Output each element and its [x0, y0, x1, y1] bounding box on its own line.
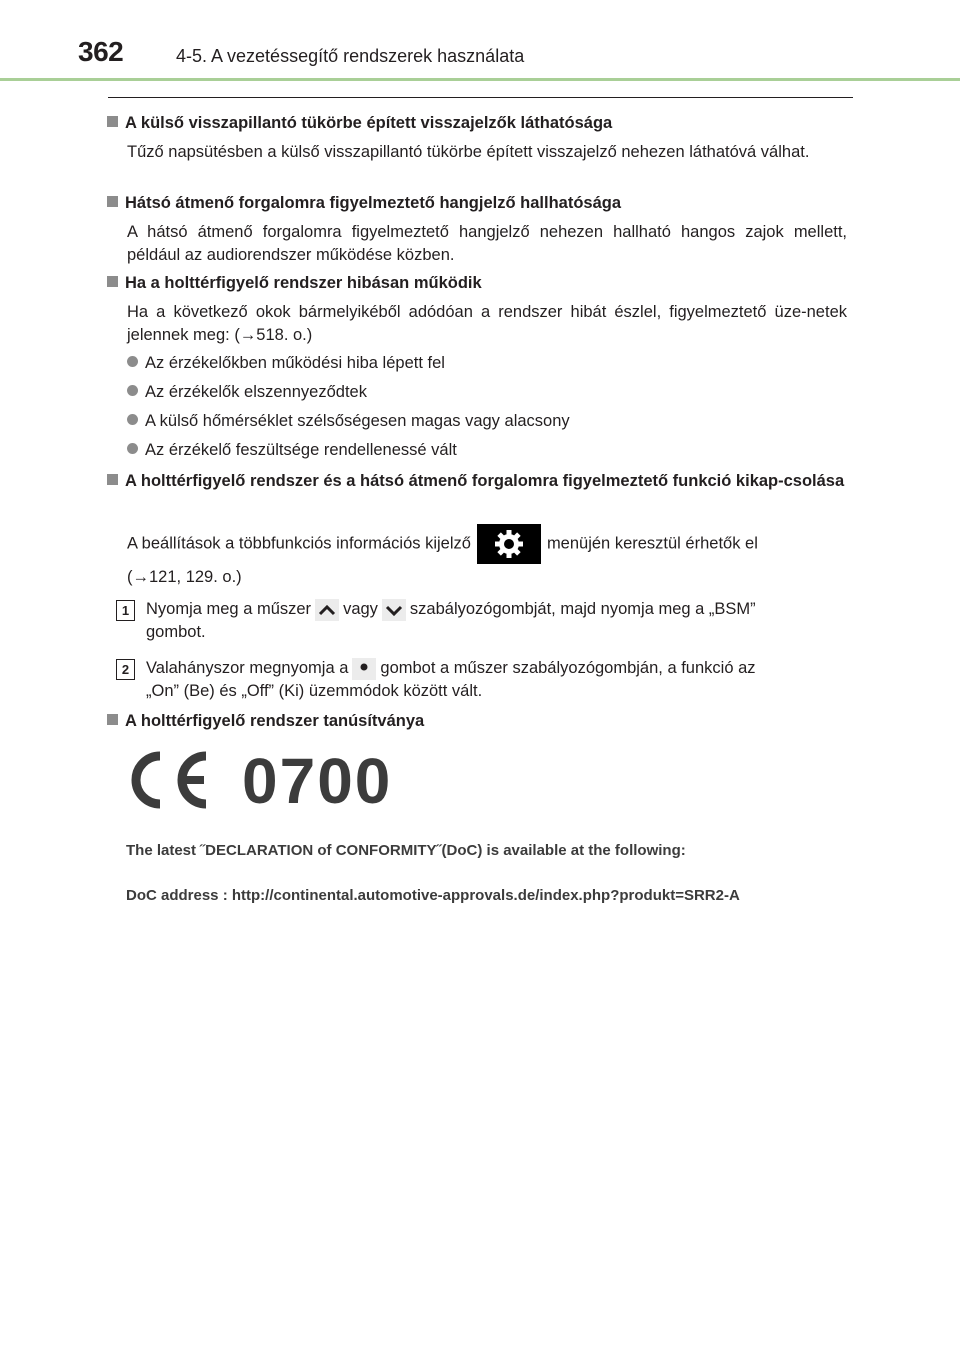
step-number: 1 — [116, 600, 135, 621]
square-bullet-icon — [107, 714, 118, 725]
section-text: A beállítások a többfunkciós információs kijelző menüjén keresztül érhetők el — [127, 524, 847, 564]
chevron-down-icon — [382, 599, 406, 621]
section-text: Tűző napsütésben a külső visszapillantó tükörbe épített visszajelző nehezen láthatóvá válhat. — [127, 143, 810, 161]
step-text: Nyomja meg a műszer vagy szabályozógombját, majd nyomja meg a „BSM” gombot. — [146, 600, 756, 641]
square-bullet-icon — [107, 276, 118, 287]
ce-mark-icon — [124, 750, 210, 810]
section-text: Ha a következő okok bármelyikéből adódóan a rendszer hibát észlel, figyelmeztető üze-netek jelennek meg: (→518. o.) — [127, 303, 847, 344]
doc-address: DoC address : http://continental.automotive-approvals.de/index.php?produkt=SRR2-A — [126, 887, 740, 904]
bullet-dot-icon — [127, 443, 138, 454]
gear-icon — [477, 524, 541, 564]
page-header — [0, 0, 960, 80]
square-bullet-icon — [107, 474, 118, 485]
notified-body-number: 0700 — [242, 745, 393, 817]
step-number: 2 — [116, 659, 135, 680]
list-item: Az érzékelők elszennyeződtek — [127, 381, 367, 403]
section-text: A hátsó átmenő forgalomra figyelmeztető hangjelző nehezen hallható hangos zajok mellett, például az audiorendszer működése közben. — [127, 223, 847, 264]
section-heading: Hátsó átmenő forgalomra figyelmeztető hangjelző hallhatósága — [107, 192, 855, 214]
dot-button-icon — [352, 658, 376, 680]
square-bullet-icon — [107, 196, 118, 207]
chapter-title: 4-5. A vezetéssegítő rendszerek használata — [176, 46, 525, 66]
bullet-dot-icon — [127, 414, 138, 425]
section-heading: A külső visszapillantó tükörbe épített visszajelzők láthatósága — [107, 112, 855, 134]
page-number: 362 — [78, 36, 124, 67]
step-text: Valahányszor megnyomja a gombot a műszer szabályozógombján, a funkció az „On” (Be) és „Off” (Ki) üzemmódok között vált. — [146, 659, 756, 700]
list-item: Az érzékelőkben működési hiba lépett fel — [127, 352, 445, 374]
section-heading: A holttérfigyelő rendszer tanúsítványa — [107, 710, 855, 732]
page-reference: (→121, 129. o.) — [127, 568, 242, 586]
list-item: A külső hőmérséklet szélsőségesen magas vagy alacsony — [127, 410, 570, 432]
declaration-text: The latest ˝DECLARATION of CONFORMITY˝(DoC) is available at the following: — [126, 842, 686, 859]
section-heading: A holttérfigyelő rendszer és a hátsó átmenő forgalomra figyelmeztető funkció kikap-csolása — [107, 470, 873, 492]
square-bullet-icon — [107, 116, 118, 127]
ce-certificate — [124, 744, 844, 924]
bullet-dot-icon — [127, 385, 138, 396]
section-rule — [108, 97, 853, 98]
bullet-dot-icon — [127, 356, 138, 367]
chevron-up-icon — [315, 599, 339, 621]
header-rule — [0, 78, 960, 81]
list-item: Az érzékelő feszültsége rendellenessé vált — [127, 439, 457, 461]
section-heading: Ha a holttérfigyelő rendszer hibásan működik — [107, 272, 855, 294]
